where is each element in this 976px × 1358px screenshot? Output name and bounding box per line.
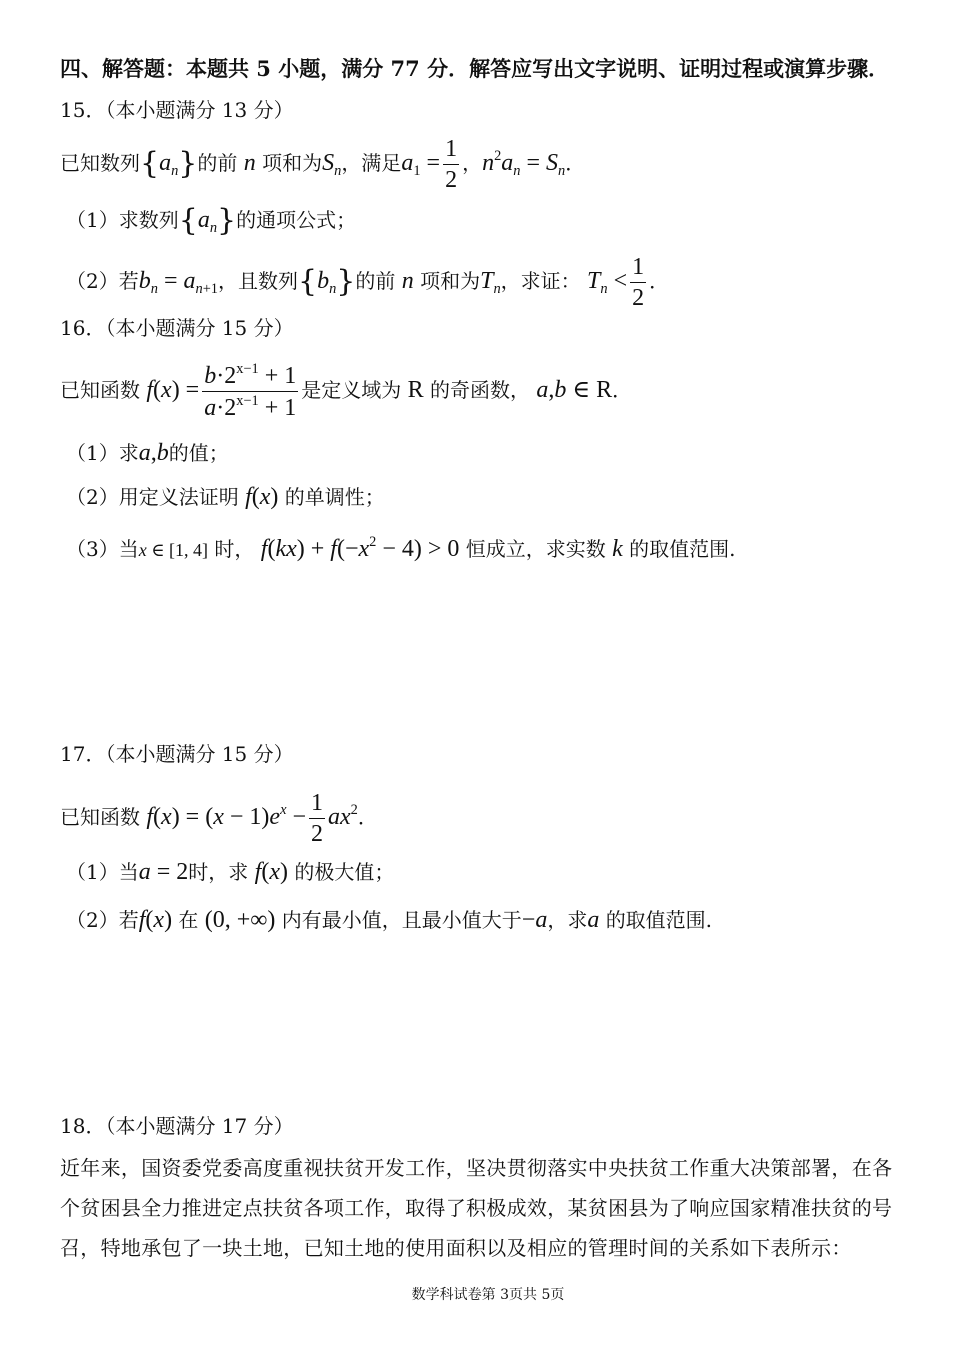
q18-text-line1: 近年来，国资委党委高度重视扶贫开发工作，坚决贯彻落实中央扶贫工作重大决策部署，在各 <box>60 1156 893 1180</box>
page-footer: 数学科试卷第 3页共 5页 <box>411 1287 565 1303</box>
q18-text-line2: 个贫困县全力推进定点扶贫各项工作，取得了积极成效，某贫困县为了响应国家精准扶贫的号 <box>60 1196 893 1220</box>
q18-text-line3: 召，特地承包了一块土地，已知土地的使用面积以及相应的管理时间的关系如下表所示： <box>60 1236 852 1260</box>
q17-part2: （2）若f(x) 在 (0, +∞) 内有最小值，且最小值大于−a，求a 的取值范围. <box>66 907 713 933</box>
q17-part1: （1）当a = 2时，求 f(x) 的极大值； <box>66 859 395 885</box>
q15-header: 15．（本小题满分 13 分） <box>60 98 294 122</box>
q17-stem: 已知函数 $f(x) = (x - 1)e^x$ − $\frac{1}{2}$ $ax^2$． <box>60 790 378 847</box>
q16-part1: （1）求a,b的值； <box>66 440 229 466</box>
q15-stem: 已知数列$\{a_n\}$的前 n 项和为$S_n$，满足$a_1$ = $\frac{1}{2}$ ，$n^2a_n = S_n$． <box>60 136 586 193</box>
q16-stem: 已知函数 f(x) = $\frac{b\cdot 2^{x-1} + 1}{a\cdot 2^{x-1} + 1}$ 是定义域为 R 的奇函数， a,b ∈ R． <box>60 361 633 422</box>
q15-part2: （2）若$b_n = a_{n+1}$，且数列$\{b_n\}$的前 n 项和为$T_n$，求证： $T_n$ < $\frac{1}{2}$ ． <box>66 254 670 311</box>
q16-part2: （2）用定义法证明 f(x) 的单调性； <box>66 484 385 510</box>
q16-header: 16．（本小题满分 15 分） <box>60 316 294 340</box>
q18-header: 18．（本小题满分 17 分） <box>60 1114 294 1138</box>
q17-header: 17．（本小题满分 15 分） <box>60 742 294 766</box>
q16-part3: （3）当x ∈ [1, 4] 时， $f(kx) + f(-x^2 - 4) > 0$ 恒成立，求实数 k 的取值范围. <box>66 534 736 563</box>
section-title: 四、解答题：本题共 5 小题，满分 77 分．解答应写出文字说明、证明过程或演算步骤． <box>60 56 890 81</box>
q15-part1: （1）求数列$\{a_n\}$的通项公式； <box>66 203 357 238</box>
